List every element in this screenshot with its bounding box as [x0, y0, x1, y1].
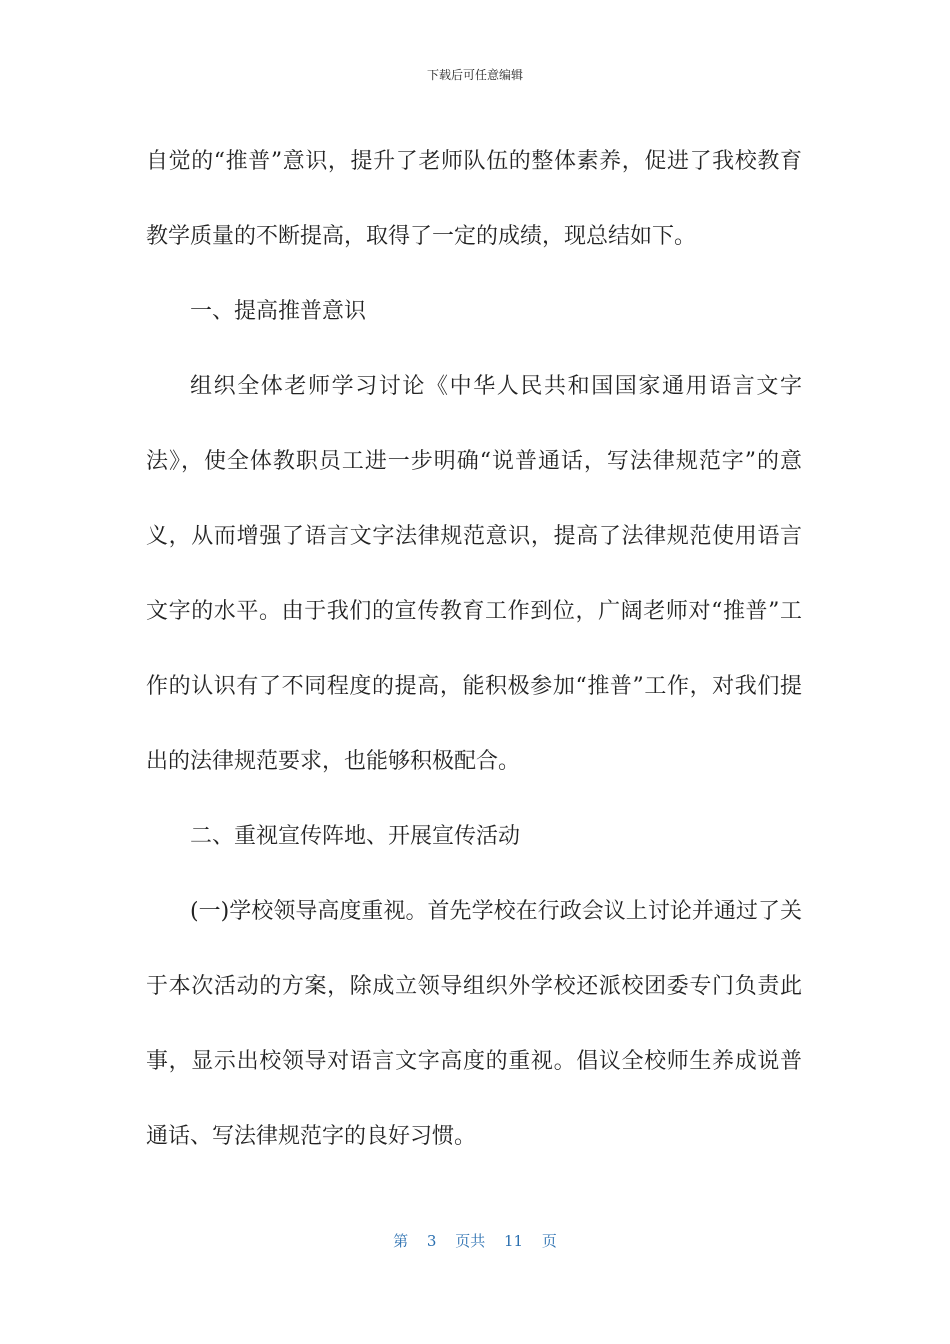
- footer-suffix: 页: [541, 1232, 557, 1250]
- paragraph-leadership: (一)学校领导高度重视。首先学校在行政会议上讨论并通过了关于本次活动的方案，除成立领导组织外学校还派校团委专门负责此事，显示出校领导对语言文字高度的重视。倡议全校师生养成说普通话、写法律规范字的良好习惯。: [146, 899, 802, 1149]
- footer-total-pages: 11: [504, 1232, 524, 1250]
- footer-current-page: 3: [426, 1232, 437, 1250]
- footer-prefix: 第: [393, 1232, 409, 1250]
- section-heading-1: 一、提高推普意识: [190, 299, 367, 324]
- paragraph-study-law: 组织全体老师学习讨论《中华人民共和国国家通用语言文字法》，使全体教职员工进一步明确“说普通话，写法律规范字”的意义，从而增强了语言文字法律规范意识，提高了法律规范使用语言文字的水平。由于我们的宣传教育工作到位，广阔老师对“推普”工作的认识有了不同程度的提高，能积极参加“推普”工作，对我们提出的法律规范要求，也能够积极配合。: [146, 374, 802, 774]
- section-heading-2: 二、重视宣传阵地、开展宣传活动: [190, 824, 521, 849]
- page-header: 下载后可任意编辑: [426, 68, 523, 82]
- document-body: [146, 124, 802, 1174]
- paragraph-continuation: 自觉的“推普”意识，提升了老师队伍的整体素养，促进了我校教育教学质量的不断提高，取得了一定的成绩，现总结如下。: [146, 149, 802, 249]
- page-footer: [0, 1230, 950, 1251]
- footer-middle: 页共: [455, 1232, 486, 1250]
